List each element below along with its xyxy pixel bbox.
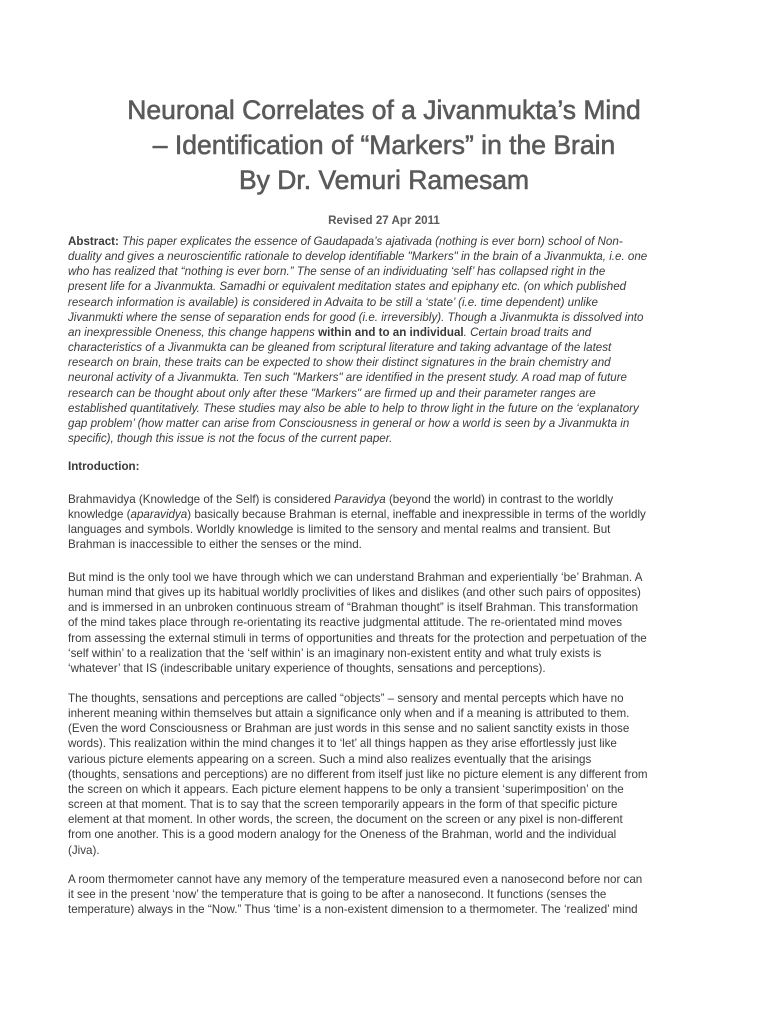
paragraph-3-line-4: words). This realization within the mind changes it to ‘let’ all things happen as they arise effortlessly just like xyxy=(68,737,617,751)
abstract-line-2: duality and gives a neuroscientific rationale to develop identifiable "Markers" in the brain of a Jivanmukta, i.e. one xyxy=(68,250,648,264)
title-line-3: By Dr. Vemuri Ramesam xyxy=(238,165,530,195)
paragraph-1-line-3: languages and symbols. Worldly knowledge is limited to the sensory and mental realms and transient. But xyxy=(68,523,611,537)
abstract-line-4: present life for a Jivanmukta. Samadhi or equivalent meditation states and epiphany etc. (on which published xyxy=(68,280,627,294)
paragraph-3-line-2: inherent meaning within themselves but attain a significance only when and if a meaning is attributed to them. xyxy=(68,707,630,721)
abstract-line-10: neuronal activity of a Jivanmukta. Ten such "Markers" are identified in the present study. A road map of future xyxy=(68,371,628,385)
abstract-line-11: research can be thought about only after these "Markers" are firmed up and their parameter ranges are xyxy=(68,386,596,400)
paragraph-3-line-3: (Even the word Consciousness or Brahman are just words in this sense and no salient sanctity exists in those xyxy=(68,722,630,736)
paragraph-1-line-2: knowledge (aparavidya) basically because Brahman is eternal, ineffable and inexpressible in terms of the worldly xyxy=(68,508,646,522)
title-line-2: – Identification of “Markers” in the Brain xyxy=(152,130,616,160)
abstract-bold-phrase: within and to an individual xyxy=(318,325,464,339)
abstract-line-6: Jivanmukti where the sense of separation ends for good (i.e. irreversibly). Though a Jivanmukta is dissolved into xyxy=(68,310,644,324)
paragraph-3-line-6: (thoughts, sensations and perceptions) are no different from itself just like no picture element is any different from xyxy=(68,767,648,781)
abstract-line-9: research on brain, these traits can be expected to show their distinct signatures in the brain chemistry and xyxy=(68,356,611,370)
paragraph-4-line-2: it see in the present ‘now’ the temperature that is going to be after a nanosecond. It functions (senses the xyxy=(68,888,607,902)
paragraph-4-line-3: temperature) always in the “Now.” Thus ‘time’ is a non-existent dimension to a thermometer. The ‘realized’ mind xyxy=(68,903,638,917)
paragraph-4-line-1: A room thermometer cannot have any memory of the temperature measured even a nanosecond before nor can xyxy=(68,873,643,886)
paragraph-2 xyxy=(68,570,708,676)
introduction-heading: Introduction: xyxy=(68,460,140,473)
paragraph-1 xyxy=(68,492,708,553)
paragraph-1-line-1: Brahmavidya (Knowledge of the Self) is considered Paravidya (beyond the world) in contrast to the worldly xyxy=(68,493,614,506)
paragraph-2-line-5: from assessing the external stimuli in terms of opportunities and threats for the protection and perpetuation of the xyxy=(68,631,647,645)
paragraph-2-line-7: ‘whatever’ that IS (indescribable unitary experience of thoughts, sensations and perceptions). xyxy=(68,661,546,675)
paragraph-4 xyxy=(68,872,708,917)
paragraph-2-line-4: of the mind takes place through re-orientating its reactive judgmental attitude. The re-orientated mind moves xyxy=(68,616,623,630)
paragraph-3-line-11: (Jiva). xyxy=(68,843,100,857)
paragraph-1-line-4: Brahman is inaccessible to either the senses or the mind. xyxy=(68,538,362,552)
abstract-line-7: an inexpressible Oneness, this change happens within and to an individual. Certain broad traits and xyxy=(68,325,592,339)
abstract-label: Abstract: xyxy=(68,235,119,248)
paragraph-3 xyxy=(68,691,708,858)
abstract-line-14: specific), though this issue is not the focus of the current paper. xyxy=(68,432,393,446)
paragraph-3-line-5: various picture elements appearing on a screen. Such a mind also realizes eventually that the arisings xyxy=(68,752,592,766)
paragraph-3-line-1: The thoughts, sensations and perceptions are called “objects” – sensory and mental percepts which have no xyxy=(68,692,624,705)
paragraph-2-line-1: But mind is the only tool we have through which we can understand Brahman and experientially ‘be’ Brahman. A xyxy=(68,571,643,584)
abstract-line-12: established quantitatively. These studies may also be able to help to throw light in the future on the ‘explanatory xyxy=(68,401,639,415)
title-line-1: Neuronal Correlates of a Jivanmukta’s Mind xyxy=(127,95,641,125)
abstract-line-8: characteristics of a Jivanmukta can be gleaned from scriptural literature and taking advantage of the latest xyxy=(68,341,612,355)
revision-date: Revised 27 Apr 2011 xyxy=(328,214,440,227)
abstract-line-3: who has realized that “nothing is ever born.” The sense of an individuating ‘self’ has collapsed right in the xyxy=(68,265,606,279)
paragraph-2-line-2: human mind that gives up its habitual worldly proclivities of likes and dislikes (and other such pairs of opposites) xyxy=(68,586,641,600)
abstract-line-5: research information is available) is considered in Advaita to be still a ‘state’ (i.e. time dependent) unlike xyxy=(68,295,598,309)
paragraph-2-line-3: and is immersed in an unbroken continuous stream of “Brahman thought” is itself Brahman. This transformation xyxy=(68,601,639,615)
abstract-line-1: Abstract: This paper explicates the essence of Gaudapada’s ajativada (nothing is ever born) school of Non- xyxy=(68,235,623,248)
paragraph-2-line-6: ‘self within’ to a realization that the ‘self within’ is an imaginary non-existent entity and what truly exists is xyxy=(68,646,602,660)
abstract-line-13: gap problem’ (how matter can arise from Consciousness in general or how a world is seen by a Jivanmukta in xyxy=(68,416,630,430)
document-title xyxy=(40,93,728,198)
paragraph-3-line-7: the screen on which it appears. Each picture element happens to be only a transient ‘superimposition’ on the xyxy=(68,782,624,796)
paragraph-3-line-10: from one another. This is a good modern analogy for the Oneness of the Brahman, world and the individual xyxy=(68,828,617,842)
paragraph-3-line-9: element at that moment. In other words, the screen, the document on the screen or any pixel is non-different xyxy=(68,813,623,827)
paragraph-3-line-8: screen at that moment. That is to say that the screen temporarily appears in the form of that specific picture xyxy=(68,798,618,812)
abstract xyxy=(68,234,708,446)
